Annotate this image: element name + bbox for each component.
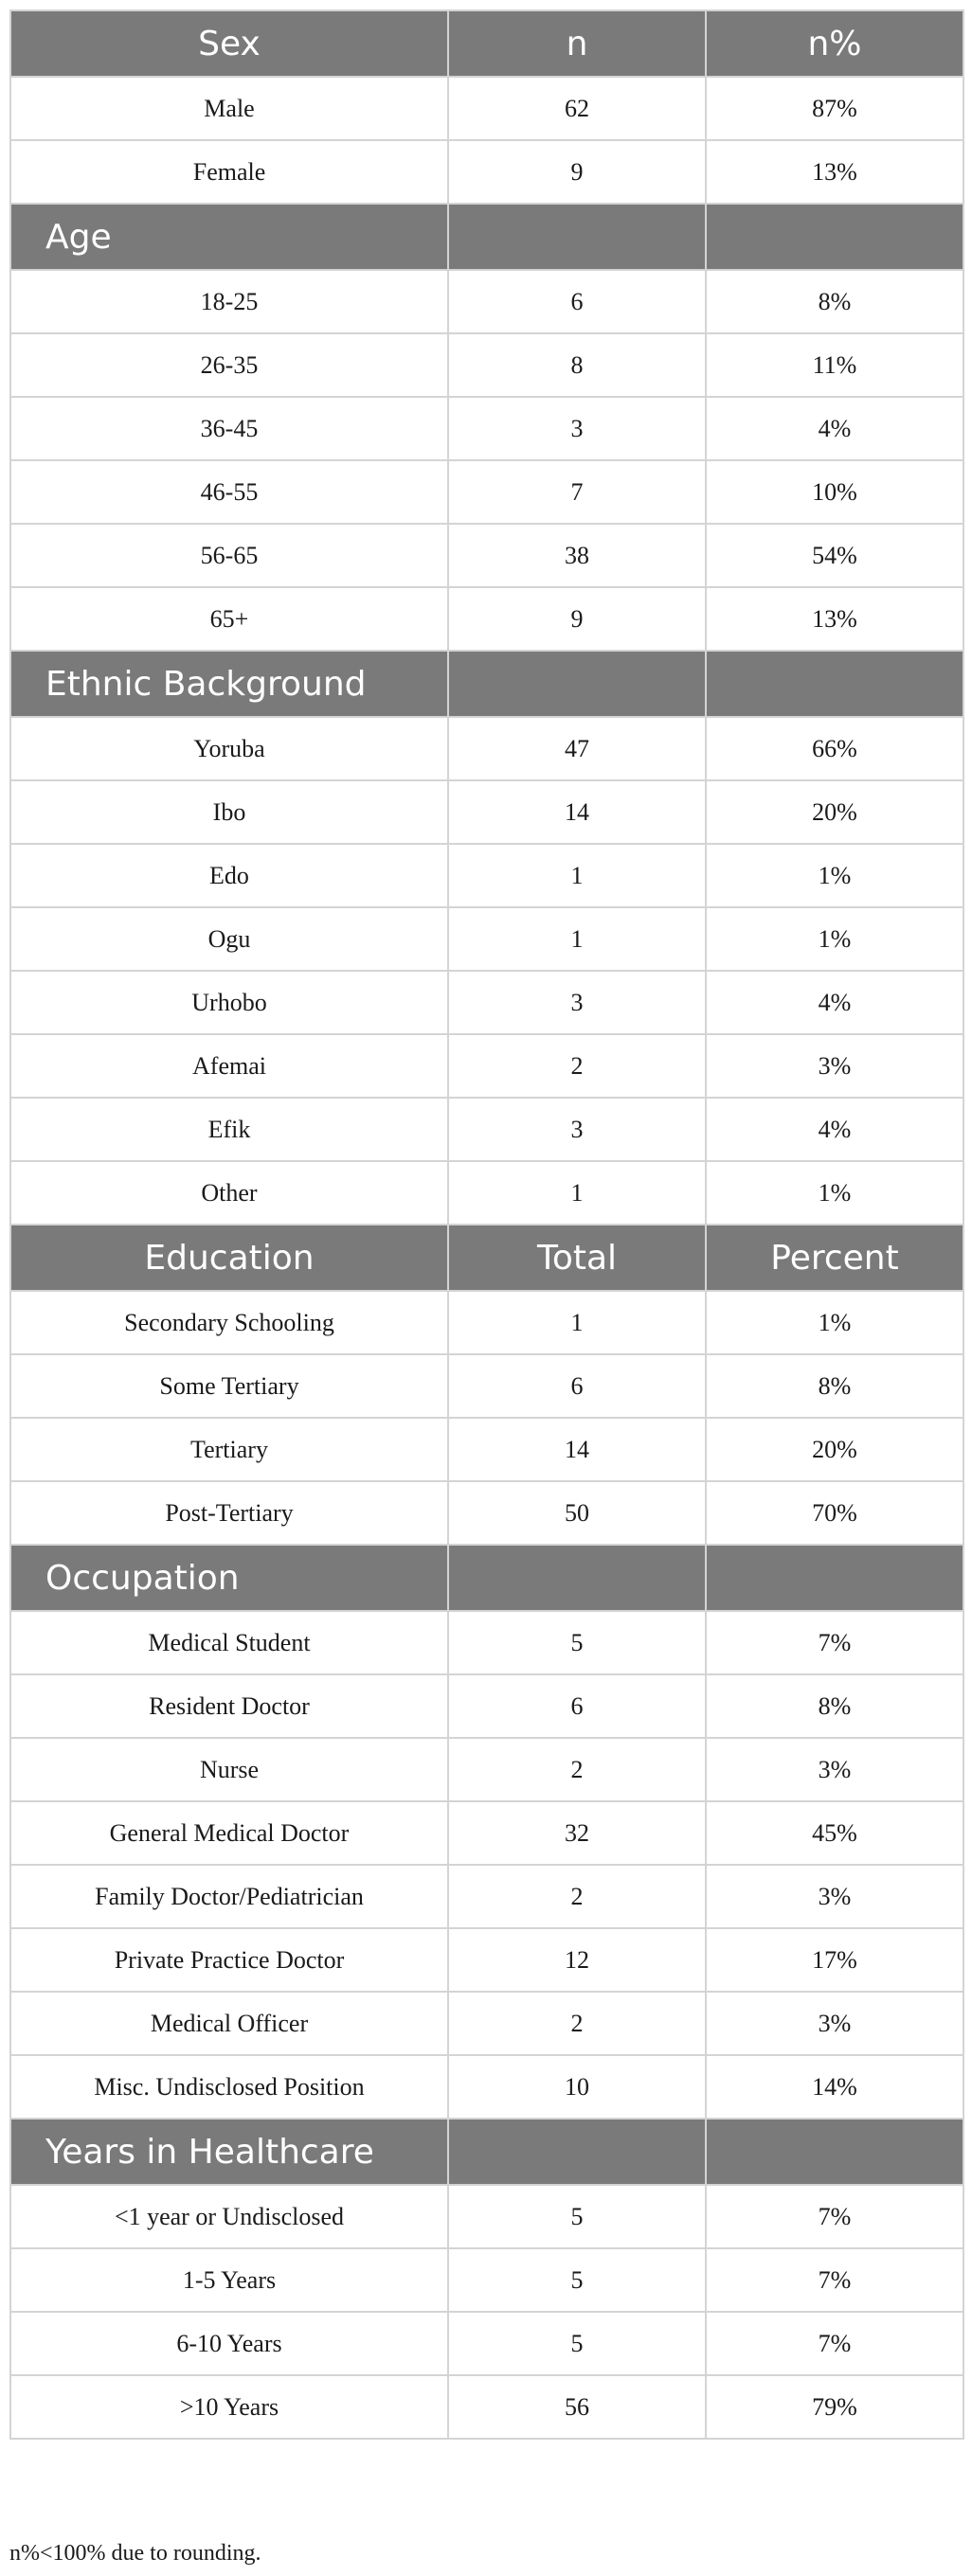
table-row [10,1738,963,1801]
section-header-ethnic-background [10,651,963,717]
table-row [10,1418,963,1481]
table-row [10,2185,963,2248]
cell-label: 46-55 [10,460,448,524]
cell-label: Medical Student [10,1611,448,1674]
cell-label: Male [10,77,448,140]
cell-count: 32 [448,1801,706,1865]
cell-percent: 1% [706,844,963,907]
cell-count: 50 [448,1481,706,1545]
table-row [10,270,963,333]
table-row [10,140,963,204]
cell-percent: 7% [706,2312,963,2375]
header-cell-percent: Percent [706,1225,963,1291]
cell-count: 1 [448,1291,706,1354]
cell-count: 10 [448,2055,706,2119]
cell-label: Ibo [10,780,448,844]
cell-percent: 8% [706,270,963,333]
cell-count: 5 [448,2185,706,2248]
header-cell-label: Occupation [10,1545,448,1611]
cell-label: 6-10 Years [10,2312,448,2375]
table-row [10,524,963,587]
header-cell-count [448,204,706,270]
header-cell-label: Sex [10,10,448,77]
table-row [10,780,963,844]
table-row [10,1928,963,1992]
cell-count: 5 [448,2312,706,2375]
cell-count: 12 [448,1928,706,1992]
table-row [10,907,963,971]
cell-percent: 20% [706,780,963,844]
cell-count: 14 [448,1418,706,1481]
cell-label: Resident Doctor [10,1674,448,1738]
cell-count: 3 [448,1098,706,1161]
cell-label: Some Tertiary [10,1354,448,1418]
cell-percent: 20% [706,1418,963,1481]
cell-percent: 8% [706,1354,963,1418]
cell-label: 56-65 [10,524,448,587]
cell-label: Ogu [10,907,448,971]
cell-label: 36-45 [10,397,448,460]
table-row [10,844,963,907]
table-row [10,1098,963,1161]
table-row [10,333,963,397]
header-cell-percent [706,651,963,717]
cell-label: Medical Officer [10,1992,448,2055]
cell-percent: 3% [706,1865,963,1928]
section-header-education [10,1225,963,1291]
cell-label: Other [10,1161,448,1225]
cell-count: 5 [448,1611,706,1674]
cell-percent: 1% [706,1161,963,1225]
cell-label: 65+ [10,587,448,651]
cell-count: 3 [448,971,706,1034]
cell-label: <1 year or Undisclosed [10,2185,448,2248]
cell-count: 6 [448,1674,706,1738]
cell-percent: 79% [706,2375,963,2439]
cell-percent: 66% [706,717,963,780]
header-cell-count [448,1545,706,1611]
header-cell-percent: n% [706,10,963,77]
cell-percent: 4% [706,397,963,460]
cell-count: 3 [448,397,706,460]
cell-count: 5 [448,2248,706,2312]
cell-label: Tertiary [10,1418,448,1481]
cell-count: 9 [448,140,706,204]
cell-percent: 1% [706,1291,963,1354]
cell-count: 9 [448,587,706,651]
cell-label: 18-25 [10,270,448,333]
table-row [10,1354,963,1418]
cell-count: 6 [448,1354,706,1418]
table-row [10,2055,963,2119]
header-cell-percent [706,2119,963,2185]
cell-percent: 14% [706,2055,963,2119]
header-cell-percent [706,1545,963,1611]
cell-percent: 87% [706,77,963,140]
header-cell-label: Age [10,204,448,270]
cell-label: Efik [10,1098,448,1161]
table-row [10,1865,963,1928]
cell-count: 62 [448,77,706,140]
table-row [10,397,963,460]
cell-label: Afemai [10,1034,448,1098]
cell-percent: 4% [706,1098,963,1161]
cell-percent: 3% [706,1992,963,2055]
cell-percent: 54% [706,524,963,587]
table-row [10,1034,963,1098]
cell-count: 2 [448,1865,706,1928]
cell-percent: 45% [706,1801,963,1865]
cell-percent: 8% [706,1674,963,1738]
table-row [10,2248,963,2312]
table-body [10,10,963,2439]
table-row [10,971,963,1034]
cell-percent: 3% [706,1738,963,1801]
cell-label: Urhobo [10,971,448,1034]
table-row [10,1611,963,1674]
cell-count: 7 [448,460,706,524]
cell-label: Misc. Undisclosed Position [10,2055,448,2119]
cell-percent: 7% [706,2185,963,2248]
cell-label: Yoruba [10,717,448,780]
cell-count: 6 [448,270,706,333]
table-row [10,460,963,524]
cell-percent: 70% [706,1481,963,1545]
cell-percent: 1% [706,907,963,971]
table-row [10,1801,963,1865]
cell-count: 1 [448,907,706,971]
cell-label: Post-Tertiary [10,1481,448,1545]
cell-label: Secondary Schooling [10,1291,448,1354]
header-cell-count: n [448,10,706,77]
cell-count: 2 [448,1034,706,1098]
cell-label: Female [10,140,448,204]
table-row [10,1161,963,1225]
cell-percent: 4% [706,971,963,1034]
header-cell-count [448,651,706,717]
cell-percent: 10% [706,460,963,524]
cell-label: Private Practice Doctor [10,1928,448,1992]
cell-percent: 11% [706,333,963,397]
cell-label: >10 Years [10,2375,448,2439]
cell-count: 56 [448,2375,706,2439]
header-cell-count: Total [448,1225,706,1291]
cell-count: 2 [448,1738,706,1801]
cell-count: 47 [448,717,706,780]
table-footnote: n%<100% due to rounding. [9,2541,261,2566]
header-cell-percent [706,204,963,270]
header-cell-label: Years in Healthcare [10,2119,448,2185]
cell-percent: 17% [706,1928,963,1992]
table-row [10,1674,963,1738]
cell-count: 38 [448,524,706,587]
cell-label: Family Doctor/Pediatrician [10,1865,448,1928]
table-row [10,717,963,780]
cell-count: 1 [448,844,706,907]
header-cell-count [448,2119,706,2185]
cell-percent: 7% [706,1611,963,1674]
table-row [10,1291,963,1354]
cell-percent: 13% [706,140,963,204]
cell-percent: 13% [706,587,963,651]
header-cell-label: Education [10,1225,448,1291]
table-row [10,2375,963,2439]
section-header-sex [10,10,963,77]
section-header-age [10,204,963,270]
table-row [10,77,963,140]
table-row [10,1992,963,2055]
cell-label: Nurse [10,1738,448,1801]
cell-label: Edo [10,844,448,907]
table-row [10,2312,963,2375]
section-header-occupation [10,1545,963,1611]
cell-percent: 7% [706,2248,963,2312]
section-header-years-in-healthcare [10,2119,963,2185]
demographics-table [9,9,964,2440]
cell-count: 1 [448,1161,706,1225]
cell-label: 1-5 Years [10,2248,448,2312]
cell-percent: 3% [706,1034,963,1098]
cell-label: General Medical Doctor [10,1801,448,1865]
table-row [10,587,963,651]
cell-count: 14 [448,780,706,844]
cell-label: 26-35 [10,333,448,397]
cell-count: 2 [448,1992,706,2055]
header-cell-label: Ethnic Background [10,651,448,717]
cell-count: 8 [448,333,706,397]
table-row [10,1481,963,1545]
